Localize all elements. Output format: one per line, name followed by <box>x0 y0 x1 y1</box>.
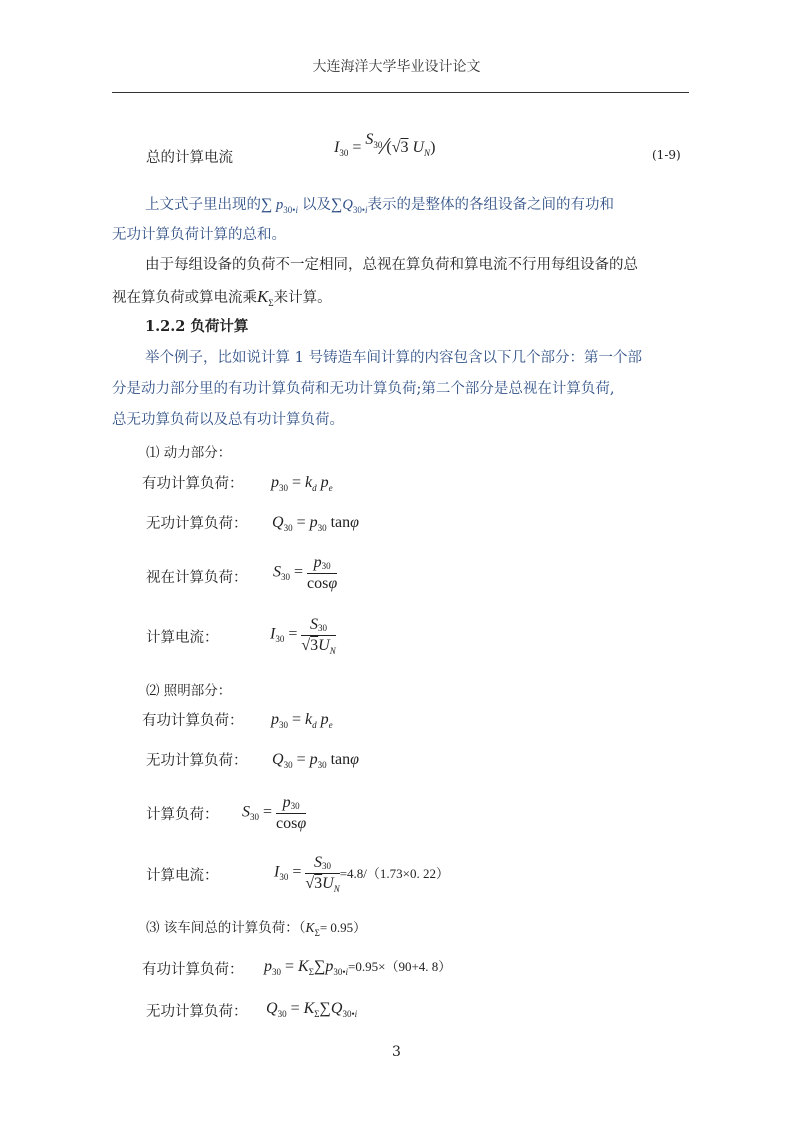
part3-k-value: = 0.95） <box>319 920 367 935</box>
part3-reactive-label: 无功计算负荷： <box>146 1004 248 1020</box>
eq19-label: 总的计算电流 <box>146 150 233 166</box>
page-number: 3 <box>392 1044 401 1060</box>
part2-reactive-label: 无功计算负荷： <box>146 753 248 769</box>
part1-reactive-label: 无功计算负荷： <box>146 516 248 532</box>
part3-active-value: =0.95×（90+4. 8） <box>348 959 452 974</box>
para2-line2-b: 来计算。 <box>273 290 332 306</box>
part3-title-text: ⑶ 该车间总的计算负荷：（ <box>146 920 306 936</box>
para3-line2: 分是动力部分里的有功计算负荷和无功计算负荷;第二个部分是总视在计算负荷, <box>112 381 615 397</box>
section-title: 1.2.2 负荷计算 <box>145 318 249 335</box>
para2-line2: 视在算负荷或算电流乘$K_\Sigma$来计算。 <box>112 287 332 308</box>
part2-active-label: 有功计算负荷： <box>142 713 244 729</box>
part2-apparent-formula: $S_{30}$ = $\frac{p30}{\cos\varphi}$ <box>242 794 307 832</box>
para1-text-b: 以及 <box>301 197 331 213</box>
part2-apparent-label: 计算负荷： <box>146 807 219 823</box>
eq19-formula: $I_{30}$ = $S^{30}⁄(√3$ $U_N$) <box>334 131 436 160</box>
para1-line1: 上文式子里出现的∑ $p_{30•i}$ 以及$\sum Q_{30•i}$表示的是整体的各组设备之间的有功和 <box>145 196 615 215</box>
part2-title: ⑵ 照明部分： <box>146 683 232 699</box>
para2-line1: 由于每组设备的负荷不一定相同，总视在算负荷和算电流不行用每组设备的总 <box>145 257 638 273</box>
part1-apparent-label: 视在计算负荷： <box>146 570 248 586</box>
page-header: 大连海洋大学毕业设计论文 <box>312 59 481 75</box>
part2-current-formula: $I_{30}$ = $\frac{S30}{√3U_N}$ =4.8/（1.73×0. 22） <box>274 854 449 894</box>
part1-current-label: 计算电流： <box>146 630 219 646</box>
para2-line2-a: 视在算负荷或算电流乘 <box>112 290 257 306</box>
part1-active-formula: $p_{30} = k_d$ $p_e$ <box>271 474 333 493</box>
part1-active-label: 有功计算负荷： <box>142 476 244 492</box>
para3-line3: 总无功算负荷以及总有功计算负荷。 <box>112 412 344 428</box>
para3-line1: 举个例子，比如说计算 1 号铸造车间计算的内容包含以下几个部分：第一个部 <box>145 350 642 366</box>
part1-title: ⑴ 动力部分： <box>146 445 232 461</box>
part1-reactive-formula: $Q_{30} = p_{30}$ tanφ <box>272 514 359 533</box>
para1-line2: 无功计算负荷计算的总和。 <box>112 227 286 243</box>
part3-active-formula: $p_{30} = K_\Sigma\sum p_{30•i}=0.95\times(90+4$. 8） <box>264 958 452 977</box>
para1-text-a: 上文式子里出现的 <box>145 197 261 213</box>
part2-active-formula: $p_{30} = k_d$ $p_e$ <box>271 711 333 730</box>
part2-current-label: 计算电流： <box>146 868 219 884</box>
header-rule <box>112 92 689 93</box>
part2-current-value: =4.8/（1.73×0. 22） <box>339 866 449 881</box>
part2-reactive-formula: $Q_{30} = p_{30}$ tanφ <box>272 751 359 770</box>
eq19-number: (1-9) <box>652 148 681 162</box>
part1-apparent-formula: $S_{30}$ = $\frac{p30}{\cos\varphi}$ <box>273 554 338 592</box>
part1-current-formula: $I_{30}$ = $\frac{S30}{√3U_N}$ <box>270 616 336 656</box>
part3-active-label: 有功计算负荷： <box>142 962 244 978</box>
part3-title: ⑶ 该车间总的计算负荷：$(K_\Sigma= 0.95)$ <box>146 920 367 938</box>
part3-reactive-formula: $Q_{30} = K_\Sigma\sum Q_{30•i}$ <box>266 1000 358 1019</box>
para1-text-c: 表示的是整体的各组设备之间的有功和 <box>367 197 615 213</box>
